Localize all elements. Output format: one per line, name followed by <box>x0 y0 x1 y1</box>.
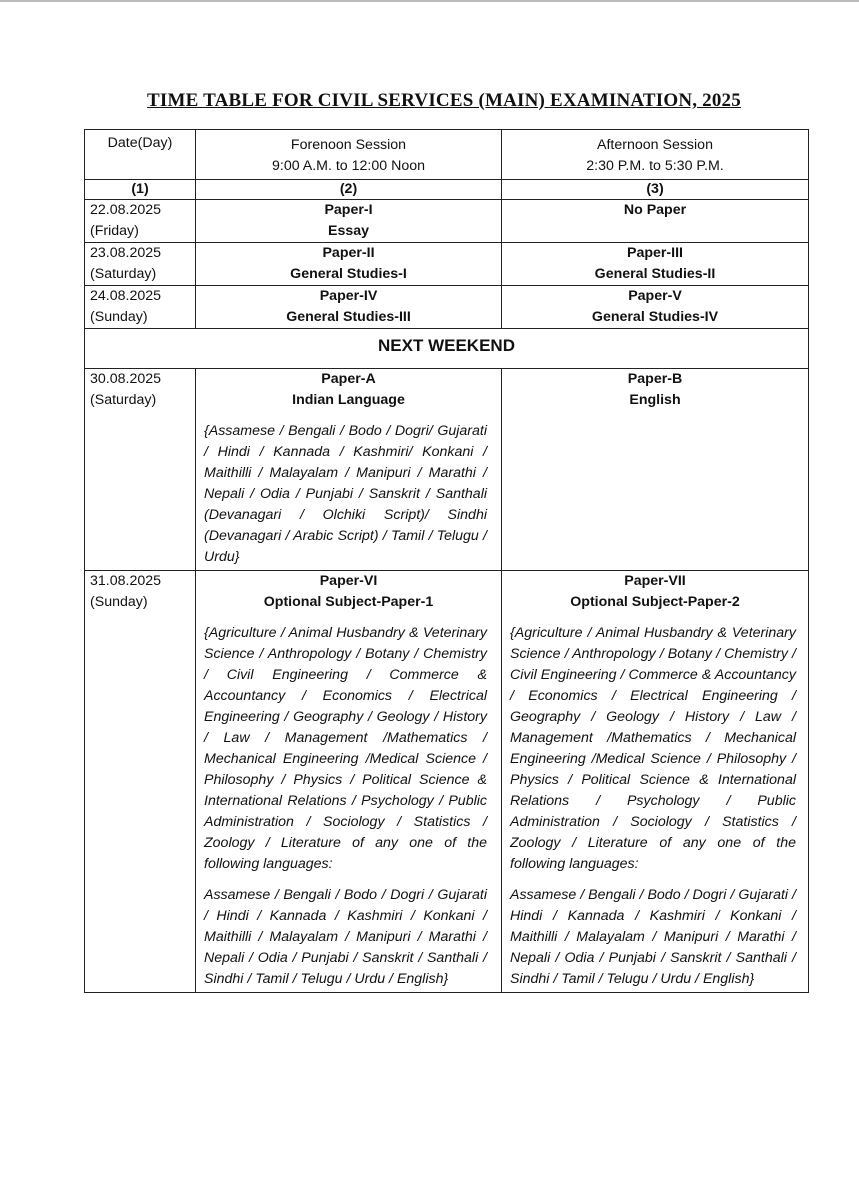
forenoon-cell <box>196 286 502 329</box>
header-afternoon-cell <box>502 130 809 180</box>
paper-name: Paper-V <box>628 288 682 304</box>
exam-day: (Friday) <box>90 223 139 239</box>
afternoon-cell <box>502 571 809 993</box>
exam-date: 22.08.2025 <box>90 202 162 218</box>
optional-subject-list: {Agriculture / Animal Husbandry & Veterinary Science / Anthropology / Botany / Chemistry / Civil Engineering / Commerce & Accountancy / Economics / Electrical Engineering / Geography / Geology / History / Law / Management /Mathematics / Mechanical Engineering /Medical Science / Philosophy / Physics / Political Science & International Relations / Psychology / Public Administration / Sociology / Statistics / Zoology / Literature of any one of the following languages: <box>204 625 487 872</box>
paper-name: No Paper <box>623 202 687 218</box>
header-forenoon-label: Forenoon Session <box>290 137 407 153</box>
date-cell <box>85 286 196 329</box>
exam-day: (Sunday) <box>90 594 148 610</box>
exam-date: 23.08.2025 <box>90 245 162 261</box>
table-row <box>85 571 809 993</box>
document-title: TIME TABLE FOR CIVIL SERVICES (MAIN) EXAMINATION, 2025 <box>147 90 741 111</box>
table-row <box>85 243 809 286</box>
header-afternoon-time: 2:30 P.M. to 5:30 P.M. <box>586 158 724 174</box>
forenoon-cell <box>196 571 502 993</box>
paper-subject: General Studies-IV <box>591 309 719 325</box>
table-row <box>85 369 809 571</box>
paper-name: Paper-I <box>324 202 373 218</box>
paper-subject: General Studies-II <box>594 266 716 282</box>
literature-language-list: Assamese / Bengali / Bodo / Dogri / Gujarati / Hindi / Kannada / Kashmiri / Konkani / Maithilli / Malayalam / Manipuri / Marathi / Nepali / Odia / Punjabi / Sanskrit / Santhali / Sindhi / Tamil / Telugu / Urdu / English} <box>204 887 487 987</box>
exam-day: (Saturday) <box>90 266 157 282</box>
column-number-3: (3) <box>502 180 809 200</box>
date-cell <box>85 200 196 243</box>
paper-subject: Optional Subject-Paper-2 <box>570 594 740 610</box>
header-date-cell <box>85 130 196 180</box>
paper-subject: General Studies-III <box>286 309 411 325</box>
column-number-2: (2) <box>196 180 502 200</box>
date-cell <box>85 369 196 571</box>
exam-date: 24.08.2025 <box>90 288 162 304</box>
date-cell <box>85 571 196 993</box>
next-weekend-banner: NEXT WEEKEND <box>85 329 809 369</box>
date-cell <box>85 243 196 286</box>
paper-subject: English <box>629 392 681 408</box>
afternoon-cell <box>502 243 809 286</box>
afternoon-cell <box>502 286 809 329</box>
exam-day: (Sunday) <box>90 309 148 325</box>
paper-subject: Essay <box>327 223 370 239</box>
paper-subject: Indian Language <box>292 392 405 408</box>
exam-date: 30.08.2025 <box>90 371 162 387</box>
exam-date: 31.08.2025 <box>90 573 162 589</box>
optional-subject-list: {Agriculture / Animal Husbandry & Veterinary Science / Anthropology / Botany / Chemistry / Civil Engineering / Commerce & Accountancy / Economics / Electrical Engineering / Geography / Geology / History / Law / Management /Mathematics / Mechanical Engineering /Medical Science / Philosophy / Physics / Political Science & International Relations / Psychology / Public Administration / Sociology / Statistics / Zoology / Literature of any one of the following languages: <box>510 625 796 872</box>
paper-name: Paper-II <box>322 245 375 261</box>
literature-language-list: Assamese / Bengali / Bodo / Dogri / Gujarati / Hindi / Kannada / Kashmiri / Konkani / Maithilli / Malayalam / Manipuri / Marathi / Nepali / Odia / Punjabi / Sanskrit / Santhali / Sindhi / Tamil / Telugu / Urdu / English} <box>510 887 796 987</box>
paper-name: Paper-VI <box>319 573 378 589</box>
header-forenoon-time: 9:00 A.M. to 12:00 Noon <box>271 158 425 174</box>
header-row <box>85 130 809 180</box>
column-number-row <box>85 180 809 200</box>
table-row <box>85 286 809 329</box>
forenoon-cell <box>196 243 502 286</box>
paper-name: Paper-A <box>321 371 376 387</box>
paper-name: Paper-B <box>627 371 683 387</box>
paper-name: Paper-VII <box>624 573 686 589</box>
header-date-label: Date(Day) <box>107 135 173 151</box>
header-afternoon-label: Afternoon Session <box>597 137 713 153</box>
column-number-1: (1) <box>85 180 196 200</box>
language-list: {Assamese / Bengali / Bodo / Dogri/ Gujarati / Hindi / Kannada / Kashmiri/ Konkani / Maithilli / Malayalam / Manipuri / Marathi / Nepali / Odia / Punjabi / Sanskrit / Santhali (Devanagari / Olchiki Script)/ Sindhi (Devanagari / Arabic Script) / Tamil / Telugu / Urdu} <box>204 423 487 565</box>
table-row <box>85 200 809 243</box>
paper-name: Paper-IV <box>319 288 378 304</box>
exam-day: (Saturday) <box>90 392 157 408</box>
paper-subject: General Studies-I <box>290 266 407 282</box>
afternoon-cell <box>502 200 809 243</box>
page-top-border <box>0 0 859 2</box>
header-forenoon-cell <box>196 130 502 180</box>
forenoon-cell <box>196 200 502 243</box>
next-weekend-row <box>85 329 809 369</box>
forenoon-cell <box>196 369 502 571</box>
timetable <box>84 129 809 993</box>
paper-name: Paper-III <box>627 245 683 261</box>
afternoon-cell <box>502 369 809 571</box>
paper-subject: Optional Subject-Paper-1 <box>263 594 434 610</box>
